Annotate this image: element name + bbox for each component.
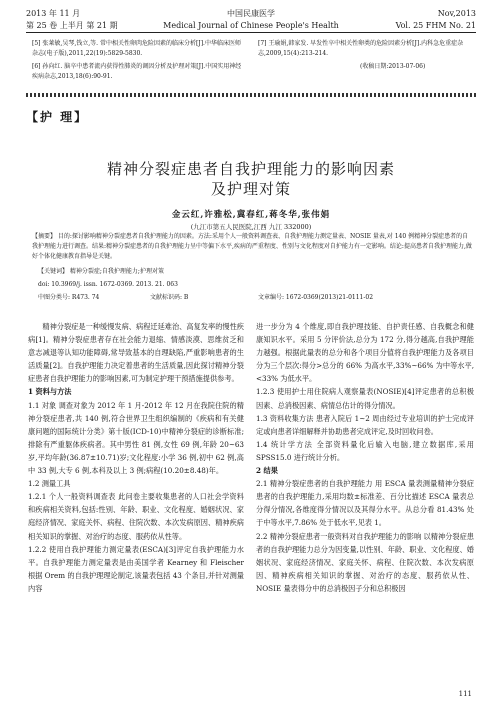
header-date-en: Nov,2013: [437, 9, 476, 18]
paragraph-statistics: 1.4 统计学方法 全部资料量化后输入电脑,建立数据库,采用 SPSS15.0 进行统计分析。: [256, 439, 474, 462]
intro-paragraph: 精神分裂症是一种缓慢发病、病程迁延难治、高复发率的慢性疾病[1]。精神分裂症患者存在社会能力退缩、情感淡漠、思维贫乏和意志减退等认知功能障碍,常导致基本的自理缺陷,严重影响患者的生活质量[2]。自我护理能力决定着患者的生活质量,因此探讨精神分裂症患者自我护理能力的影响因素,可为制定护理干预措施提供参考。: [28, 322, 244, 384]
paragraph-nosie: 1.2.3 使用护士用住院病人观察量表(NOSIE)[4]评定患者的总积极因素、总消极因素、病情总估计的得分情况。: [256, 387, 474, 410]
reference-6: [6] 孙向红. 脑卒中患者流内获得性肺炎的调因分析及护理对策[J].中国实用神经疾病杂志,2013,18(6):90-91.: [32, 63, 242, 80]
heading-results: 2 结果: [256, 466, 278, 476]
article-number: 文章编号: 1672-0369(2013)21-0111-02: [258, 294, 374, 301]
paragraph-questionnaire: 1.2.1 个人一般资料调查表 此问卷主要收集患者的人口社会学资料和疾病相关资料,包括:性别、年龄、职业、文化程度、婚姻状况、家庭经济情况、家庭关怀、病程、住院次数、本次发病原因、精神疾病相关知识的掌握、对治疗的态度、服药依从性等。: [28, 492, 244, 541]
affiliation: (九江市第五人民医院,江西 九江 332000): [190, 223, 312, 231]
body-left-column: [28, 320, 244, 595]
clc-number: 中图分类号: R473. 74: [38, 294, 100, 301]
document-code: 文献标识码: B: [150, 294, 189, 301]
keywords: 【关键词】 精神分裂症;自我护理能力;护理对策: [38, 268, 164, 275]
body-right-column: [256, 320, 474, 595]
journal-name-en: Medical Journal of Chinese People's Health: [163, 21, 339, 30]
header-rule: [26, 32, 476, 33]
article-title: 精神分裂症患者自我护理能力的影响因素: [106, 160, 395, 178]
article-title-line2: 及护理对策: [210, 180, 291, 198]
authors: 金云红,许雅松,冀春红,蒋冬华,张伟娟: [171, 210, 331, 220]
paragraph-result-2-2: 2.2 精神分裂症患者一般资料对自我护理能力的影响 以精神分裂症患者的自我护理能力总分为因变量,以性别、年龄、职业、文化程度、婚姻状况、家庭经济情况、家庭关怀、病程、住院次数、本次发病原因、精神疾病相关知识的掌握、对治疗的态度、服药依从性、NOSIE 量表得分中的总消极因子分和总积极因: [256, 531, 474, 593]
abstract: 【摘要】 目的:探讨影响精神分裂症患者自我护理能力的因素。方法:采用个人一般资料调查表、自我护理能力测定量表、NOSIE 量表,对 140 例精神分裂症患者的自我护理能力进行调查。结果:精神分裂症患者的自我护理能力呈中等偏下水平,疾病的严重程度、性别与文化程度对自护能力有一定影响。结论:提高患者自我护理能力,做好个体化健康教育指导是关键。: [32, 233, 472, 260]
paragraph-esca-continued: 进一步分为 4 个维度,即自我护理技能、自护责任感、自我概念和健康知识水平。采用 5 分评价法,总分为 172 分,得分越高,自我护理能力越强。根据此量表的总分和各个项目分值将自我护理能力及各项目分为三个层次:得分>总分的 66% 为高水平,33%~66% 为中等水平,<33% 为低水平。: [256, 322, 474, 384]
paragraph-result-2-1: 2.1 精神分裂症患者的自我护理能力 用 ESCA 量表测量精神分裂症患者的自我护理能力,采用均数±标准差、百分比描述 ESCA 量表总分得分情况,各维度得分情况以及其得分水平。从总分看 81.43% 处于中等水平,7.86% 处于低水平,见表 1。: [256, 479, 474, 528]
header-volume-en: Vol. 25 FHM No. 21: [395, 21, 476, 30]
page-number: 111: [458, 690, 472, 698]
paragraph-esca: 1.2.2 使用自我护理能力测定量表(ESCA)[3]评定自我护理能力水平。自我护理能力测定量表是由美国学者 Kearney 和 Fleischer 根据 Orem 的自我护理理论制定,该量表包括 43 个条目,并针对测量内容: [28, 544, 244, 593]
journal-name-cn: 中国民康医学: [227, 9, 275, 18]
doi: doi: 10.3969/j. issn. 1672-0369. 2013. 21. 063: [38, 281, 178, 288]
reference-5: [5] 张莱敏,吴琴,钱立,等. 常中相关性卵肉危险因素的临床分析[J].中华临床医师杂志(电子版),2011,22(19):5829-5830.: [32, 40, 241, 57]
reference-7: [7] 王瑜娟,韩家发. 早发性卒中相关性卵类的危险因素分析[J].内科急危重症杂志,2009,15(4):213-214.: [258, 40, 464, 57]
heading-materials-methods: 1 资料与方法: [28, 387, 72, 397]
paragraph-subjects: 1.1 对象 调查对象为 2012 年 1 月-2012 年 12 月在我院住院的精神分裂症患者,共 140 例,符合世界卫生组织编制的《疾病和有关健康问题的国际统计分类》第十版(ICD-10)中精神分裂症的诊断标准;排除有严重躯体疾病者。其中男性 81 例,女性 69 例,年龄 20~63 岁,平均年龄(36.87±10.71)岁;文化程度:小学 36 例,初中 62 例,高中 33 例,大专 6 例,本科及以上 3 例;病程(10.20±8.48)年。: [28, 400, 244, 476]
section-divider: [26, 93, 476, 97]
paragraph-data-collection: 1.3 资料收集方法 患者入院后 1~2 周由经过专业培训的护士完成评定或向患者详细解释并协助患者完成评定,及时回收问卷。: [256, 413, 474, 436]
section-tag: 【护 理】: [26, 110, 89, 124]
heading-instruments: 1.2 测量工具: [28, 479, 71, 489]
header-date: 2013 年 11 月: [26, 9, 81, 18]
header-volume: 第 25 卷 上半月 第 21 期: [26, 21, 118, 30]
received-date: (收稿日期:2013-07-06): [360, 63, 426, 70]
